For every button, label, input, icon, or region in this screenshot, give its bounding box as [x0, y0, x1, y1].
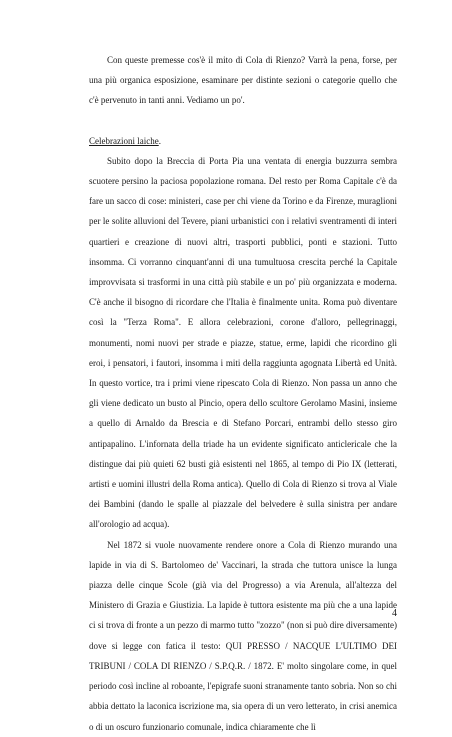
body-text — [89, 50, 397, 737]
section-heading-text: Celebrazioni laiche — [89, 135, 159, 146]
section-heading-suffix: . — [158, 135, 161, 146]
section-heading — [89, 131, 397, 151]
paragraph-1: Subito dopo la Breccia di Porta Pia una ventata di energia buzzurra sembra scuotere persino la paciosa popolazione romana. Del resto per Roma Capitale c'è da fare un sacco di cose: ministeri, case per chi viene da Torino e da Firenze, muraglioni per le solite alluvioni del Tevere, piani urbanistici con i relativi sventramenti di interi quartieri e creazione di nuovi altri, trasporti pubblici, ponti e stazioni. Tutto insomma. Ci vorranno cinquant'anni di una tumultuosa crescita perché la Capitale improvvisata si trasformi in una città più stabile e un po' più organizzata e moderna. C'è anche il bisogno di ricordare che l'Italia è finalmente unita. Roma può diventare così la "Terza Roma". E allora celebrazioni, corone d'alloro, pellegrinaggi, monumenti, nomi nuovi per strade e piazze, statue, erme, lapidi che ricordino gli eroi, i pensatori, i fautori, insomma i miti della raggiunta agognata Libertà ed Unità. In questo vortice, tra i primi viene ripescato Cola di Rienzo. Non passa un anno che gli viene dedicato un busto al Pincio, opera dello scultore Gerolamo Masini, insieme a quello di Arnaldo da Brescia e di Stefano Porcari, entrambi dello stesso giro antipapalino. L'infornata della triade ha un evidente significato anticlericale che la distingue dai più quieti 62 busti già esistenti nel 1865, al tempo di Pio IX (letterati, artisti e uomini illustri della Roma antica). Quello di Cola di Rienzo si trova al Viale dei Bambini (dando le spalle al piazzale del belvedere è sulla sinistra per andare all'orologio ad acqua). — [89, 155, 397, 530]
page-number: 4 — [392, 608, 397, 619]
paragraph-2: Nel 1872 si vuole nuovamente rendere onore a Cola di Rienzo murando una lapide in via di S. Bartolomeo de' Vaccinari, la strada che tuttora unisce la lunga piazza delle cinque Scole (già via del Progresso) a via Arenula, all'altezza del Ministero di Grazia e Giustizia. La lapide è tuttora esistente ma più che a una lapide ci si trova di fronte a un pezzo di marmo tutto "zozzo" (non si può dire diversamente) dove si legge con fatica il testo: QUI PRESSO / NACQUE L'ULTIMO DEI TRIBUNI / COLA DI RIENZO / S.P.Q.R. / 1872. E' molto singolare come, in quel periodo così incline al roboante, l'epigrafe suoni stranamente tanto sobria. Non so chi abbia dettato la laconica iscrizione ma, sia opera di un vero letterato, in crisi anemica o di un oscuro funzionario comunale, indica chiaramente che lì — [89, 539, 397, 732]
intro-paragraph: Con queste premesse cos'è il mito di Cola di Rienzo? Varrà la pena, forse, per una più organica esposizione, esaminare per distinte sezioni o categorie quello che c'è pervenuto in tanti anni. Vediamo un po'. — [89, 55, 397, 106]
